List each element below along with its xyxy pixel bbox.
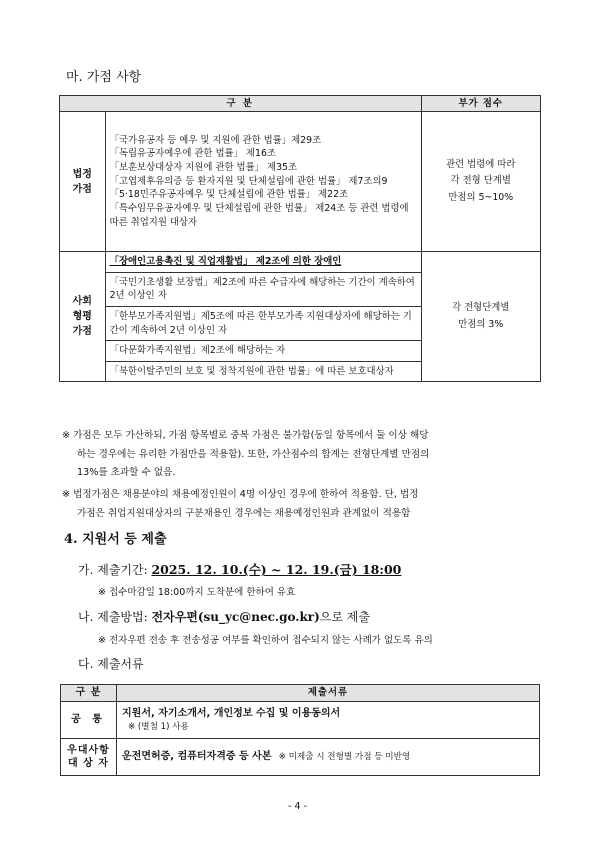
header-category: 구 분	[61, 685, 117, 702]
documents-table	[60, 684, 540, 776]
law-line: 「고엽제후유의증 등 환자지원 및 단체설립에 관한 법률」 제7조의9	[109, 175, 388, 187]
category-common: 공 통	[61, 702, 117, 739]
documents-row-common	[61, 702, 540, 739]
social-bonus-conditions	[105, 252, 421, 382]
condition-basic-livelihood: 「국민기초생활 보장법」제2조에 따른 수급자에 해당하는 기간이 계속하여 2년 이상인 자	[106, 272, 421, 306]
table-header-row	[61, 685, 540, 702]
category-preferred: 우대사항 대 상 자	[61, 739, 117, 776]
submission-email: 전자우편(su_yc@nec.go.kr)	[151, 610, 320, 624]
header-documents: 제출서류	[117, 685, 540, 702]
law-line: 「특수임무유공자예우 및 단체설립에 관한 법률」 제24조 등 관련 법령에 따른 취업지원 대상자	[109, 202, 409, 228]
law-line: 「독립유공자예우에 관한 법률」 제16조	[109, 148, 276, 160]
section-heading-bonus-points: 마. 가점 사항	[66, 70, 142, 85]
condition-disabled: 「장애인고용촉진 및 직업재활법」 제2조에 의한 장애인	[106, 252, 421, 272]
social-bonus-label: 사회 형평 가점	[60, 252, 106, 382]
section-heading-submission: 4. 지원서 등 제출	[64, 532, 167, 547]
note-legal-bonus-scope: ※ 법정가점은 채용분야의 채용예정인원이 4명 이상인 경우에 한하여 적용함. 단, 법정 가점은 취업지원대상자의 구분채용인 경우에는 채용예정인원과 관계없이 적용함	[62, 489, 419, 519]
condition-multicultural: 「다문화가족지원법」제2조에 해당하는 자	[106, 341, 421, 362]
table-header-row	[60, 96, 541, 112]
header-points: 부가 점수	[421, 96, 541, 112]
documents-row-preferred	[61, 739, 540, 776]
submission-period: 가. 제출기간: 2025. 12. 10.(수) ~ 12. 19.(금) 18:00	[78, 562, 402, 577]
submission-method-note: ※ 전자우편 전송 후 전송성공 여부를 확인하여 접수되지 않는 사례가 없도록 유의	[98, 635, 433, 646]
legal-bonus-label: 법정 가점	[60, 112, 106, 252]
submission-period-value: 2025. 12. 10.(수) ~ 12. 19.(금) 18:00	[151, 562, 402, 577]
legal-bonus-points: 관련 법령에 따라 각 전형 단계별 만점의 5~10%	[421, 112, 541, 252]
header-category: 구 분	[60, 96, 422, 112]
submission-documents-heading: 다. 제출서류	[78, 657, 144, 671]
social-bonus-points: 각 전형단계별 만점의 3%	[421, 252, 541, 382]
social-bonus-row	[60, 252, 541, 382]
law-line: 「5·18민주유공자예우 및 단체설립에 관한 법률」 제22조	[109, 189, 349, 201]
submission-period-note: ※ 접수마감일 18:00까지 도착분에 한하여 유효	[98, 587, 296, 598]
law-line: 「보훈보상대상자 지원에 관한 법률」 제35조	[109, 162, 298, 174]
documents-common: 지원서, 자기소개서, 개인정보 수집 및 이용동의서 ※ (별첨 1) 사용	[117, 702, 540, 739]
note-bonus-summation: ※ 가점은 모두 가산하되, 가점 항목별로 중복 가점은 불가함(동일 항목에서 둘 이상 해당 하는 경우에는 유리한 가점만을 적용함). 또한, 가산점수의 합계는 전형단계별 만점의 13%를 초과할 수 없음.	[62, 430, 430, 479]
condition-single-parent: 「한부모가족지원법」제5조에 따른 한부모가족 지원대상자에 해당하는 기간이 계속하여 2년 이상인 자	[106, 306, 421, 340]
page-number: - 4 -	[288, 801, 307, 812]
documents-preferred: 운전면허증, 컴퓨터자격증 등 사본 ※ 미제출 시 전형별 가점 등 미반영	[117, 739, 540, 776]
condition-north-korean-defector: 「북한이탈주민의 보호 및 정착지원에 관한 법률」에 따른 보호대상자	[106, 361, 421, 381]
bonus-points-table	[59, 95, 541, 382]
law-line: 「국가유공자 등 예우 및 지원에 관한 법률」제29조	[109, 134, 322, 146]
legal-bonus-laws	[105, 112, 421, 252]
submission-method: 나. 제출방법: 전자우편(su_yc@nec.go.kr)으로 제출	[78, 610, 370, 624]
legal-bonus-row	[60, 112, 541, 252]
